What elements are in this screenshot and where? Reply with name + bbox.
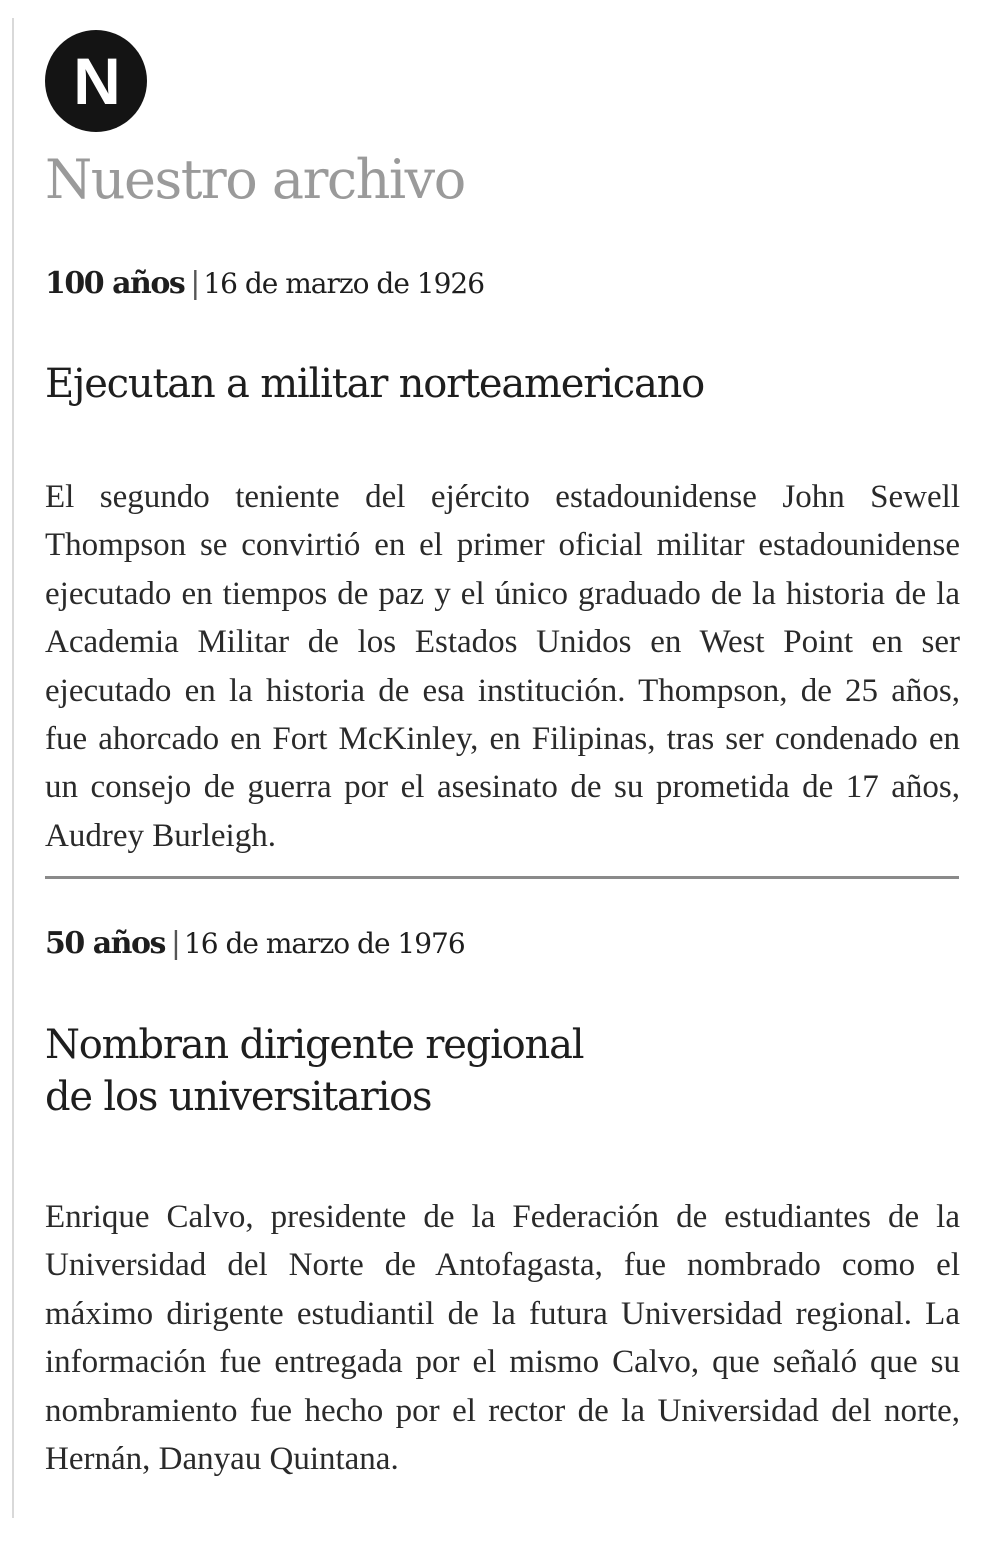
entry-2-headline (45, 1019, 583, 1123)
section-divider (45, 876, 959, 879)
entry-2-dateline (45, 926, 465, 961)
entry-1-years: 100 años (45, 266, 185, 301)
entry-1-headline: Ejecutan a militar norteamericano (45, 361, 705, 407)
logo-letter: N (73, 44, 119, 118)
newspaper-logo-icon (45, 30, 147, 132)
entry-2-body: Enrique Calvo, presidente de la Federación de estudiantes de la Universidad del Norte de Antofagasta, fue nombrado como el máximo dirigente estudiantil de la futura Universidad regional. La información fue entregada por el mismo Calvo, que señaló que su nombramiento fue hecho por el rector de la Universidad del norte, Hernán, Danyau Quintana. (45, 1199, 960, 1478)
entry-2-headline-line-1: Nombran dirigente regional (45, 1022, 584, 1068)
entry-1-separator: | (190, 266, 200, 301)
entry-2-separator: | (170, 926, 180, 961)
section-title: Nuestro archivo (45, 148, 465, 211)
entry-1-dateline (45, 266, 484, 301)
entry-2-headline-line-2: de los universitarios (45, 1074, 432, 1120)
entry-2-date: 16 de marzo de 1976 (183, 927, 465, 960)
entry-1-body: El segundo teniente del ejército estadounidense John Sewell Thompson se convirtió en el primer oficial militar estadounidense ejecutado en tiempos de paz y el único graduado de la historia de la Academia Militar de los Estados Unidos en West Point en ser ejecutado en la historia de esa institución. Thompson, de 25 años, fue ahorcado en Fort McKinley, en Filipinas, tras ser condenado en un consejo de guerra por el asesinato de su prometida de 17 años, Audrey Burleigh. (45, 479, 960, 854)
entry-1-date: 16 de marzo de 1926 (203, 267, 485, 300)
entry-2-years: 50 años (45, 926, 165, 961)
page-left-rule (12, 18, 14, 1518)
